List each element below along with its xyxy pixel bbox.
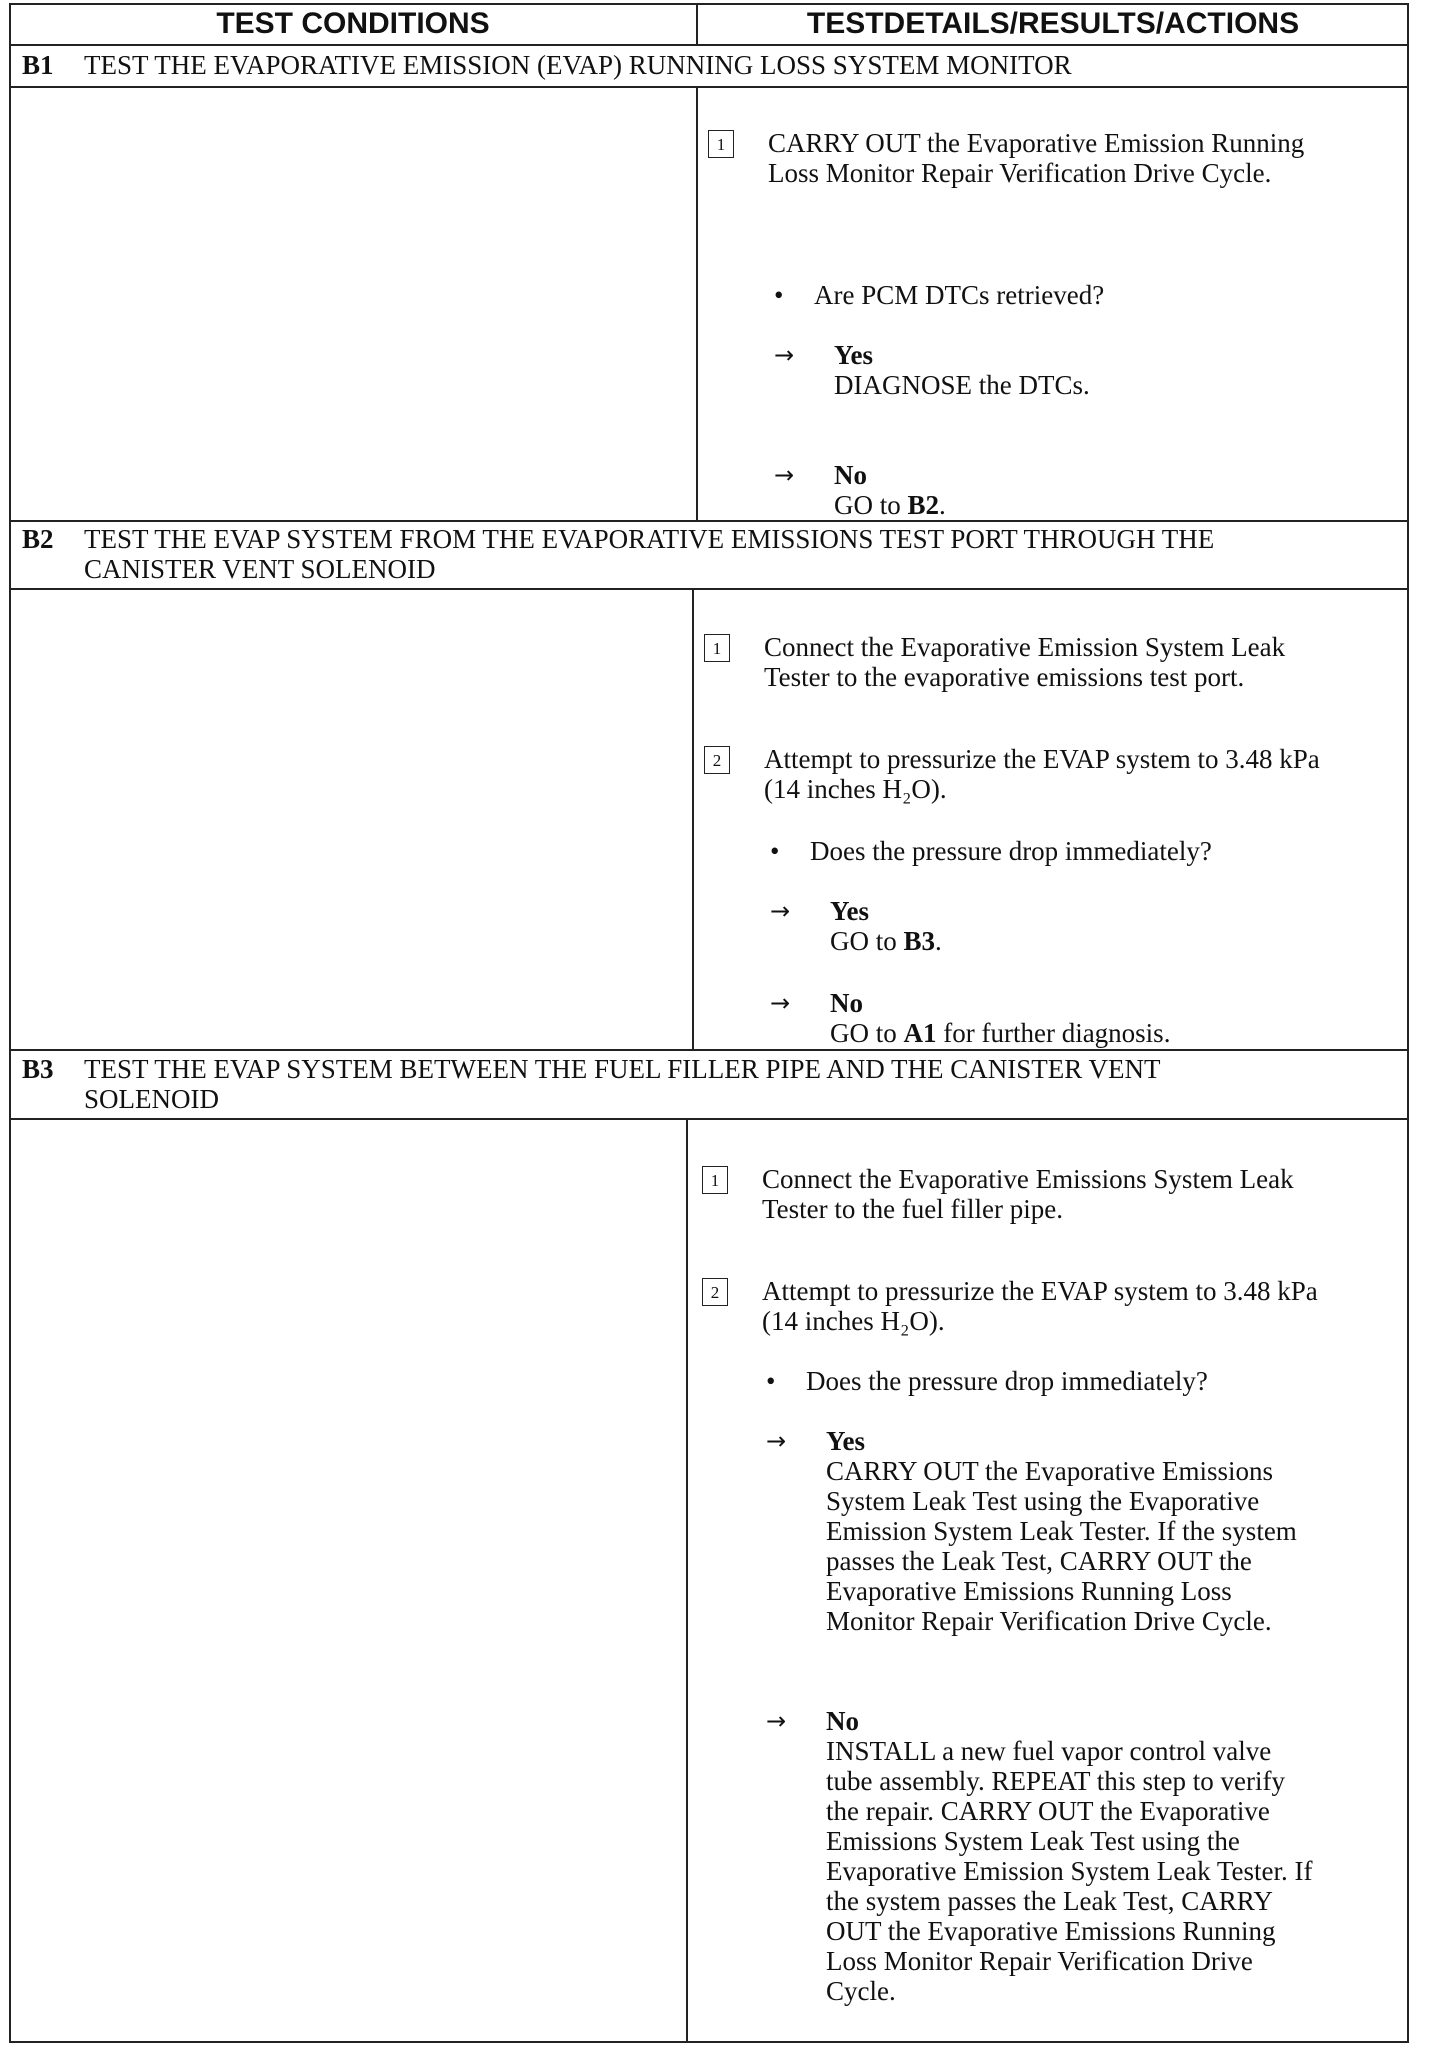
header-test-conditions: TEST CONDITIONS xyxy=(216,7,490,40)
action-line: passes the Leak Test, CARRY OUT the xyxy=(826,1546,1252,1576)
bullet-icon: • xyxy=(770,836,780,866)
table-right-border xyxy=(1407,3,1409,2043)
action-ref: B2 xyxy=(907,490,940,520)
answer-label: Yes xyxy=(834,340,873,370)
answer-label: No xyxy=(830,988,863,1018)
action-line: INSTALL a new fuel vapor control valve xyxy=(826,1736,1272,1766)
b2-section-title xyxy=(22,524,1402,586)
b1-title-bottom-border xyxy=(9,86,1409,88)
b2-title xyxy=(84,524,1214,584)
action-line: CARRY OUT the Evaporative Emissions xyxy=(826,1456,1273,1486)
arrow-right-icon: → xyxy=(774,461,795,489)
step-line: Loss Monitor Repair Verification Drive Cycle. xyxy=(768,158,1272,188)
header-test-details: TESTDETAILS/RESULTS/ACTIONS xyxy=(806,7,1300,40)
b3-column-divider xyxy=(686,1118,688,2043)
step-line: Connect the Evaporative Emissions System Leak xyxy=(762,1164,1294,1194)
title-line: CANISTER VENT SOLENOID xyxy=(84,554,436,584)
action-line: Monitor Repair Verification Drive Cycle. xyxy=(826,1606,1272,1636)
b3-id: B3 xyxy=(22,1054,54,1084)
answer-action xyxy=(830,926,942,956)
question-text: Does the pressure drop immediately? xyxy=(810,836,1212,866)
step-number-box: 1 xyxy=(704,634,730,662)
b1-title: TEST THE EVAPORATIVE EMISSION (EVAP) RUNNING LOSS SYSTEM MONITOR xyxy=(84,50,1072,80)
action-suffix: for further diagnosis. xyxy=(936,1018,1171,1048)
bullet-icon: • xyxy=(766,1366,776,1396)
step-line: Attempt to pressurize the EVAP system to 3.48 kPa xyxy=(762,1276,1318,1306)
arrow-right-icon: → xyxy=(774,341,795,369)
b2-step-1 xyxy=(704,632,1404,692)
b1-question xyxy=(774,280,1374,312)
action-line: OUT the Evaporative Emissions Running xyxy=(826,1916,1276,1946)
action-prefix: GO to xyxy=(830,926,904,956)
b3-answer-yes xyxy=(766,1426,1402,1640)
action-line: Loss Monitor Repair Verification Drive xyxy=(826,1946,1253,1976)
step-number-box: 2 xyxy=(702,1278,728,1306)
b2-title-bottom-border xyxy=(9,588,1409,590)
action-line: tube assembly. REPEAT this step to verify xyxy=(826,1766,1285,1796)
answer-label: Yes xyxy=(826,1426,865,1456)
action-suffix: . xyxy=(939,490,946,520)
b1-answer-yes xyxy=(774,340,1374,402)
b1-step-1 xyxy=(708,128,1398,188)
action-ref: B3 xyxy=(903,926,936,956)
table-bottom-border xyxy=(9,2041,1409,2043)
action-line: the system passes the Leak Test, CARRY xyxy=(826,1886,1273,1916)
step-text xyxy=(762,1276,1318,1336)
action-ref: A1 xyxy=(903,1018,937,1048)
arrow-right-icon: → xyxy=(766,1427,787,1455)
action-prefix: GO to xyxy=(830,1018,904,1048)
title-line: TEST THE EVAP SYSTEM FROM THE EVAPORATIVE EMISSIONS TEST PORT THROUGH THE xyxy=(84,524,1215,554)
question-text: Are PCM DTCs retrieved? xyxy=(814,280,1105,310)
b2-column-divider xyxy=(692,588,694,1050)
step-text xyxy=(764,632,1285,692)
step-number-box: 1 xyxy=(702,1166,728,1194)
b2-answer-yes xyxy=(770,896,1390,958)
title-line: TEST THE EVAP SYSTEM BETWEEN THE FUEL FILLER PIPE AND THE CANISTER VENT xyxy=(84,1054,1161,1084)
step-number-box: 1 xyxy=(708,130,734,158)
b1-answer-no xyxy=(774,460,1374,522)
step-text xyxy=(768,128,1304,188)
step-text xyxy=(764,744,1320,804)
arrow-right-icon: → xyxy=(770,897,791,925)
b1-id: B1 xyxy=(22,50,54,80)
b3-title-bottom-border xyxy=(9,1118,1409,1120)
action-line: the repair. CARRY OUT the Evaporative xyxy=(826,1796,1270,1826)
answer-action xyxy=(826,1456,1297,1636)
b3-step-1 xyxy=(702,1164,1402,1224)
answer-label: No xyxy=(834,460,867,490)
title-line: SOLENOID xyxy=(84,1084,219,1114)
step-number-box: 2 xyxy=(704,746,730,774)
b3-question xyxy=(766,1366,1396,1398)
step-line: Attempt to pressurize the EVAP system to 3.48 kPa xyxy=(764,744,1320,774)
action-suffix: . xyxy=(935,926,942,956)
b2-step-2 xyxy=(704,744,1404,804)
step-text xyxy=(762,1164,1294,1224)
step-line: Tester to the fuel filler pipe. xyxy=(762,1194,1063,1224)
action-prefix: GO to xyxy=(834,490,908,520)
step-line: Tester to the evaporative emissions test port. xyxy=(764,662,1245,692)
action-line: Emission System Leak Tester. If the system xyxy=(826,1516,1297,1546)
step-line: CARRY OUT the Evaporative Emission Running xyxy=(768,128,1305,158)
b2-id: B2 xyxy=(22,524,54,554)
action-line: Evaporative Emission System Leak Tester. If xyxy=(826,1856,1313,1886)
answer-action xyxy=(826,1736,1313,2006)
b3-title xyxy=(84,1054,1161,1114)
table-left-border xyxy=(9,3,11,2043)
action-line: Emissions System Leak Test using the xyxy=(826,1826,1240,1856)
answer-label: No xyxy=(826,1706,859,1736)
answer-action xyxy=(830,1018,1170,1048)
answer-action: DIAGNOSE the DTCs. xyxy=(834,370,1090,400)
bullet-icon: • xyxy=(774,280,784,310)
arrow-right-icon: → xyxy=(770,989,791,1017)
action-line: System Leak Test using the Evaporative xyxy=(826,1486,1260,1516)
b3-section-title xyxy=(22,1054,1402,1116)
arrow-right-icon: → xyxy=(766,1707,787,1735)
b2-question xyxy=(770,836,1390,868)
b3-answer-no xyxy=(766,1706,1402,2016)
action-line: Cycle. xyxy=(826,1976,896,2006)
b2-answer-no xyxy=(770,988,1390,1050)
step-line: (14 inches H₂O). xyxy=(762,1306,945,1336)
step-line: (14 inches H₂O). xyxy=(764,774,947,804)
action-line: Evaporative Emissions Running Loss xyxy=(826,1576,1232,1606)
header-bottom-border xyxy=(9,44,1409,46)
step-line: Connect the Evaporative Emission System Leak xyxy=(764,632,1286,662)
b1-column-divider xyxy=(696,86,698,521)
b3-step-2 xyxy=(702,1276,1402,1336)
b1-section-title xyxy=(22,50,1402,82)
answer-label: Yes xyxy=(830,896,869,926)
answer-action xyxy=(834,490,946,520)
question-text: Does the pressure drop immediately? xyxy=(806,1366,1208,1396)
